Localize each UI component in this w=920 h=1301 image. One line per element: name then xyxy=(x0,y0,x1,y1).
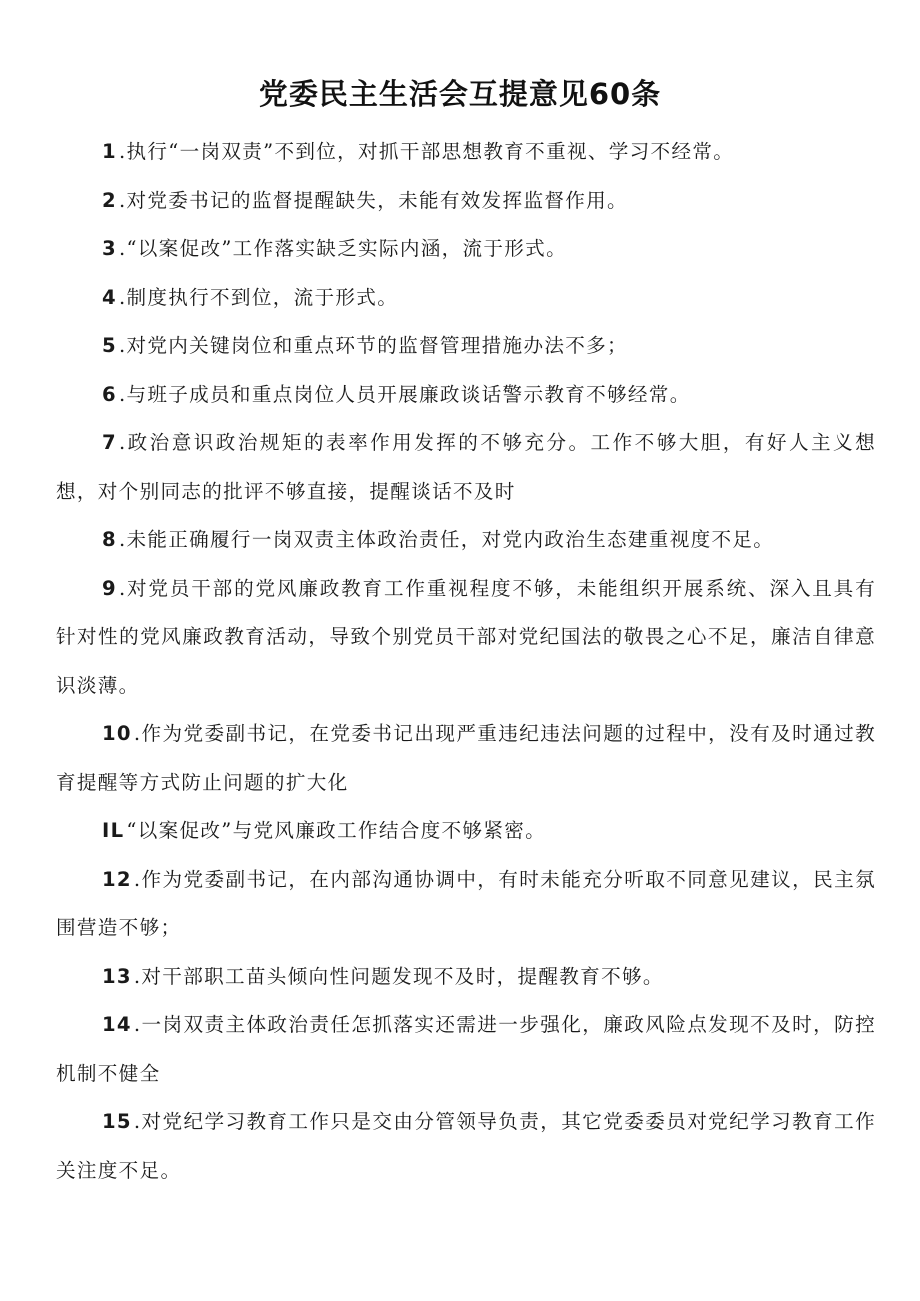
item-number: 2 xyxy=(102,188,117,212)
item-text: .对干部职工苗头倾向性问题发现不及时，提醒教育不够。 xyxy=(133,964,664,988)
item-text: .与班子成员和重点岗位人员开展廉政谈话警示教育不够经常。 xyxy=(118,382,691,406)
item-number: 1 xyxy=(102,140,117,163)
item-number: 12 xyxy=(102,867,132,891)
item-number: 13 xyxy=(102,964,132,988)
item-number: 3 xyxy=(102,237,117,260)
item-text: .作为党委副书记，在内部沟通协调中，有时未能充分听取不同意见建议，民主氛围营造不够； xyxy=(56,867,876,939)
item-text: “以案促改”与党风廉政工作结合度不够紧密。 xyxy=(126,819,547,842)
list-item xyxy=(56,128,876,177)
item-number: 6 xyxy=(102,382,117,406)
item-text: .对党内关键岗位和重点环节的监督管理措施办法不多； xyxy=(118,334,628,357)
item-number: 4 xyxy=(102,285,117,309)
list-item xyxy=(56,371,876,420)
item-number: 15 xyxy=(102,1110,132,1133)
item-number: 9 xyxy=(102,576,117,600)
list-item xyxy=(56,1001,876,1098)
item-number: 14 xyxy=(102,1013,132,1036)
item-text: .未能正确履行一岗双责主体政治责任，对党内政治生态建重视度不足。 xyxy=(118,528,775,551)
item-text: .对党员干部的党风廉政教育工作重视程度不够，未能组织开展系统、深入且具有针对性的党风廉政教育活动，导致个别党员干部对党纪国法的敬畏之心不足，廉洁自律意识淡薄。 xyxy=(56,576,876,697)
document-title: 党委民主生活会互提意见60条 xyxy=(258,77,662,111)
item-text: .对党纪学习教育工作只是交由分管领导负责，其它党委委员对党纪学习教育工作关注度不足。 xyxy=(56,1110,876,1182)
list-item xyxy=(56,807,876,856)
list-item xyxy=(56,322,876,371)
item-number: 7 xyxy=(102,431,117,454)
item-number: 10 xyxy=(102,722,132,745)
list-item xyxy=(56,856,876,953)
list-item xyxy=(56,565,876,711)
item-text: .制度执行不到位，流于形式。 xyxy=(118,285,399,309)
item-text: .对党委书记的监督提醒缺失，未能有效发挥监督作用。 xyxy=(118,188,628,212)
list-item xyxy=(56,274,876,323)
item-text: .一岗双责主体政治责任怎抓落实还需进一步强化，廉政风险点发现不及时，防控机制不健全 xyxy=(56,1013,876,1085)
item-number: IL xyxy=(102,819,125,842)
list-item xyxy=(56,953,876,1002)
item-text: .作为党委副书记，在党委书记出现严重违纪违法问题的过程中，没有及时通过教育提醒等方式防止问题的扩大化 xyxy=(56,722,876,794)
list-item xyxy=(56,419,876,516)
document-body xyxy=(56,128,876,1195)
item-text: .执行“一岗双责”不到位，对抓干部思想教育不重视、学习不经常。 xyxy=(118,140,735,163)
list-item xyxy=(56,1098,876,1195)
item-number: 5 xyxy=(102,334,117,357)
list-item xyxy=(56,177,876,226)
list-item xyxy=(56,225,876,274)
list-item xyxy=(56,516,876,565)
item-text: .“以案促改”工作落实缺乏实际内涵，流于形式。 xyxy=(118,237,567,260)
item-text: .政治意识政治规矩的表率作用发挥的不够充分。工作不够大胆，有好人主义想想，对个别同志的批评不够直接，提醒谈话不及时 xyxy=(56,431,876,503)
item-number: 8 xyxy=(102,528,117,551)
list-item xyxy=(56,710,876,807)
